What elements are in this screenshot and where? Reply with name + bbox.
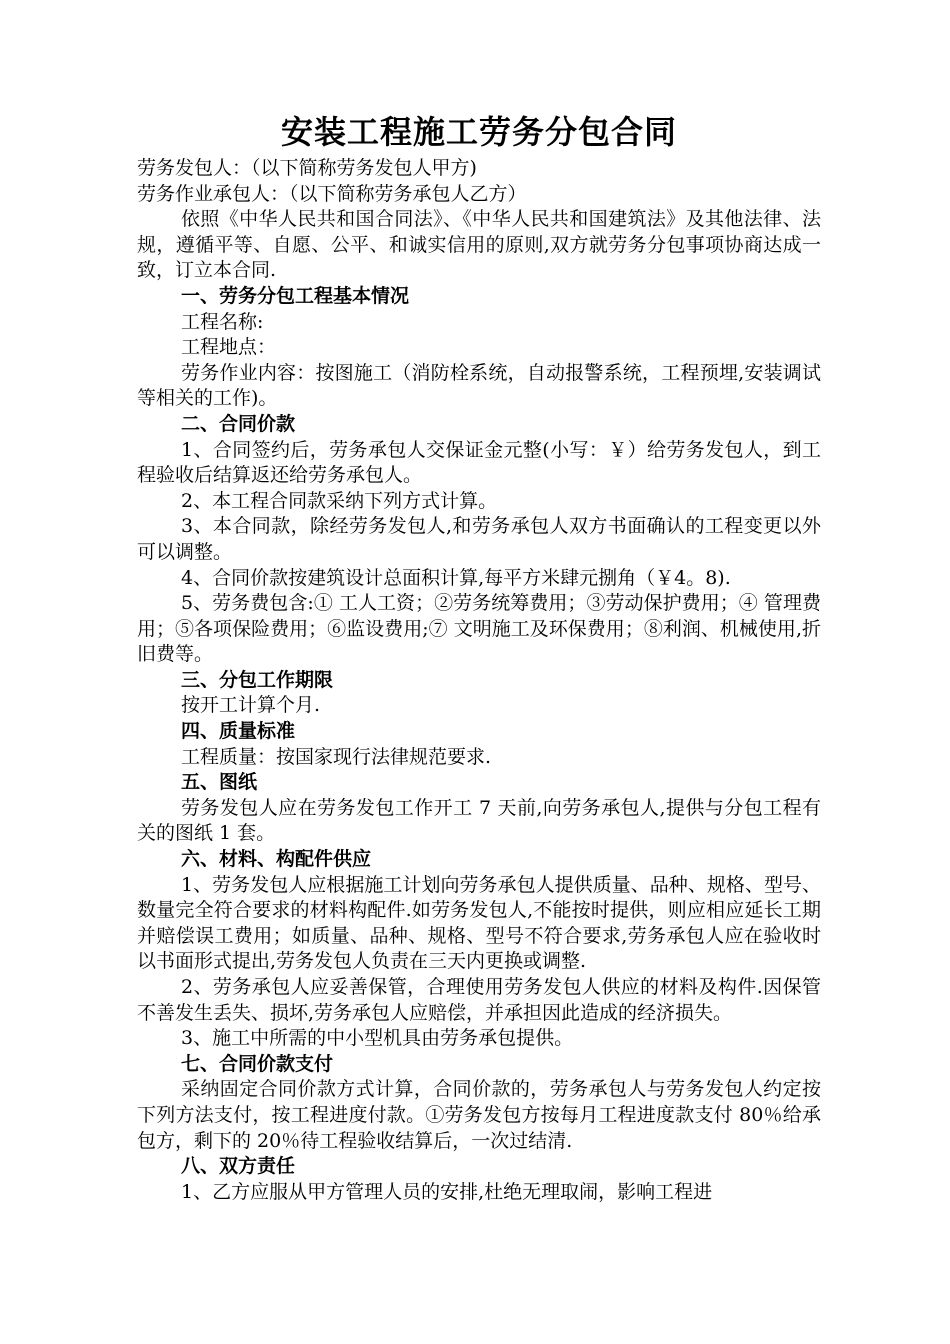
paragraph-materials-3: 3、施工中所需的中小型机具由劳务承包提供。 — [181, 1027, 574, 1050]
paragraph-price-4: 4、合同价款按建筑设计总面积计算,每平方米肆元捌角（￥4。8). — [181, 566, 731, 589]
paragraph-payment: 采纳固定合同价款方式计算，合同价款的，劳务承包人与劳务发包人约定按下列方法支付，按工程进度付款。①劳务发包方按每月工程进度款支付 80％给承包方，剩下的 20％待工程验收结算后，一次过结清. — [137, 1078, 821, 1152]
paragraph-price-1: 1、合同签约后，劳务承包人交保证金元整(小写：￥）给劳务发包人，到工程验收后结算返还给劳务承包人。 — [137, 438, 821, 487]
document-title: 安装工程施工劳务分包合同 — [280, 113, 677, 151]
section-heading-3: 三、分包工作期限 — [181, 668, 334, 691]
paragraph-price-3: 3、本合同款，除经劳务发包人,和劳务承包人双方书面确认的工程变更以外可以调整。 — [137, 515, 821, 563]
paragraph-price-2: 2、本工程合同款采纳下列方式计算。 — [181, 489, 498, 512]
section-heading-5: 五、图纸 — [181, 771, 258, 794]
paragraph-price-5: 5、劳务费包含:① 工人工资；②劳务统筹费用；③劳动保护费用；④ 管理费用；⑤各项保险费用；⑥监设费用;⑦ 文明施工及环保费用；⑧利润、机械使用,折旧费等。 — [137, 592, 821, 666]
document-page — [137, 110, 821, 1205]
paragraph-project-name: 工程名称: — [181, 310, 264, 333]
paragraph-responsibility-1: 1、乙方应服从甲方管理人员的安排,杜绝无理取闹，影响工程进 — [181, 1180, 713, 1203]
paragraph-employer: 劳务发包人：（以下简称劳务发包人甲方) — [137, 157, 477, 179]
section-heading-2: 二、合同价款 — [181, 412, 296, 435]
paragraph-work-content: 劳务作业内容：按图施工（消防栓系统，自动报警系统，工程预埋,安装调试等相关的工作)。 — [137, 361, 821, 410]
paragraph-materials-1: 1、劳务发包人应根据施工计划向劳务承包人提供质量、品种、规格、型号、数量完全符合要求的材料构配件.如劳务发包人,不能按时提供，则应相应延长工期并赔偿误工费用；如质量、品种、规格、型号不符合要求,劳务承包人应在验收时以书面形式提出,劳务发包人负责在三天内更换或调整. — [137, 873, 821, 973]
section-heading-7: 七、合同价款支付 — [181, 1052, 334, 1075]
paragraph-quality: 工程质量：按国家现行法律规范要求. — [181, 745, 492, 768]
paragraph-drawings: 劳务发包人应在劳务发包工作开工 7 天前,向劳务承包人,提供与分包工程有关的图纸 1 套。 — [137, 796, 821, 845]
paragraph-materials-2: 2、劳务承包人应妥善保管，合理使用劳务发包人供应的材料及构件.因保管不善发生丢失、损坏,劳务承包人应赔偿，并承担因此造成的经济损失。 — [137, 976, 821, 1024]
paragraph-preamble: 依照《中华人民共和国合同法》、《中华人民共和国建筑法》及其他法律、法规，遵循平等、自愿、公平、和诚实信用的原则,双方就劳务分包事项协商达成一致，订立本合同. — [137, 208, 821, 282]
paragraph-project-location: 工程地点： — [181, 336, 277, 359]
paragraph-contractor: 劳务作业承包人：（以下简称劳务承包人乙方） — [137, 182, 527, 205]
section-heading-8: 八、双方责任 — [181, 1155, 296, 1178]
paragraph-period: 按开工计算个月. — [181, 694, 321, 717]
section-heading-1: 一、劳务分包工程基本情况 — [181, 284, 410, 307]
section-heading-6: 六、材料、构配件供应 — [181, 848, 372, 871]
section-heading-4: 四、质量标准 — [181, 720, 296, 743]
